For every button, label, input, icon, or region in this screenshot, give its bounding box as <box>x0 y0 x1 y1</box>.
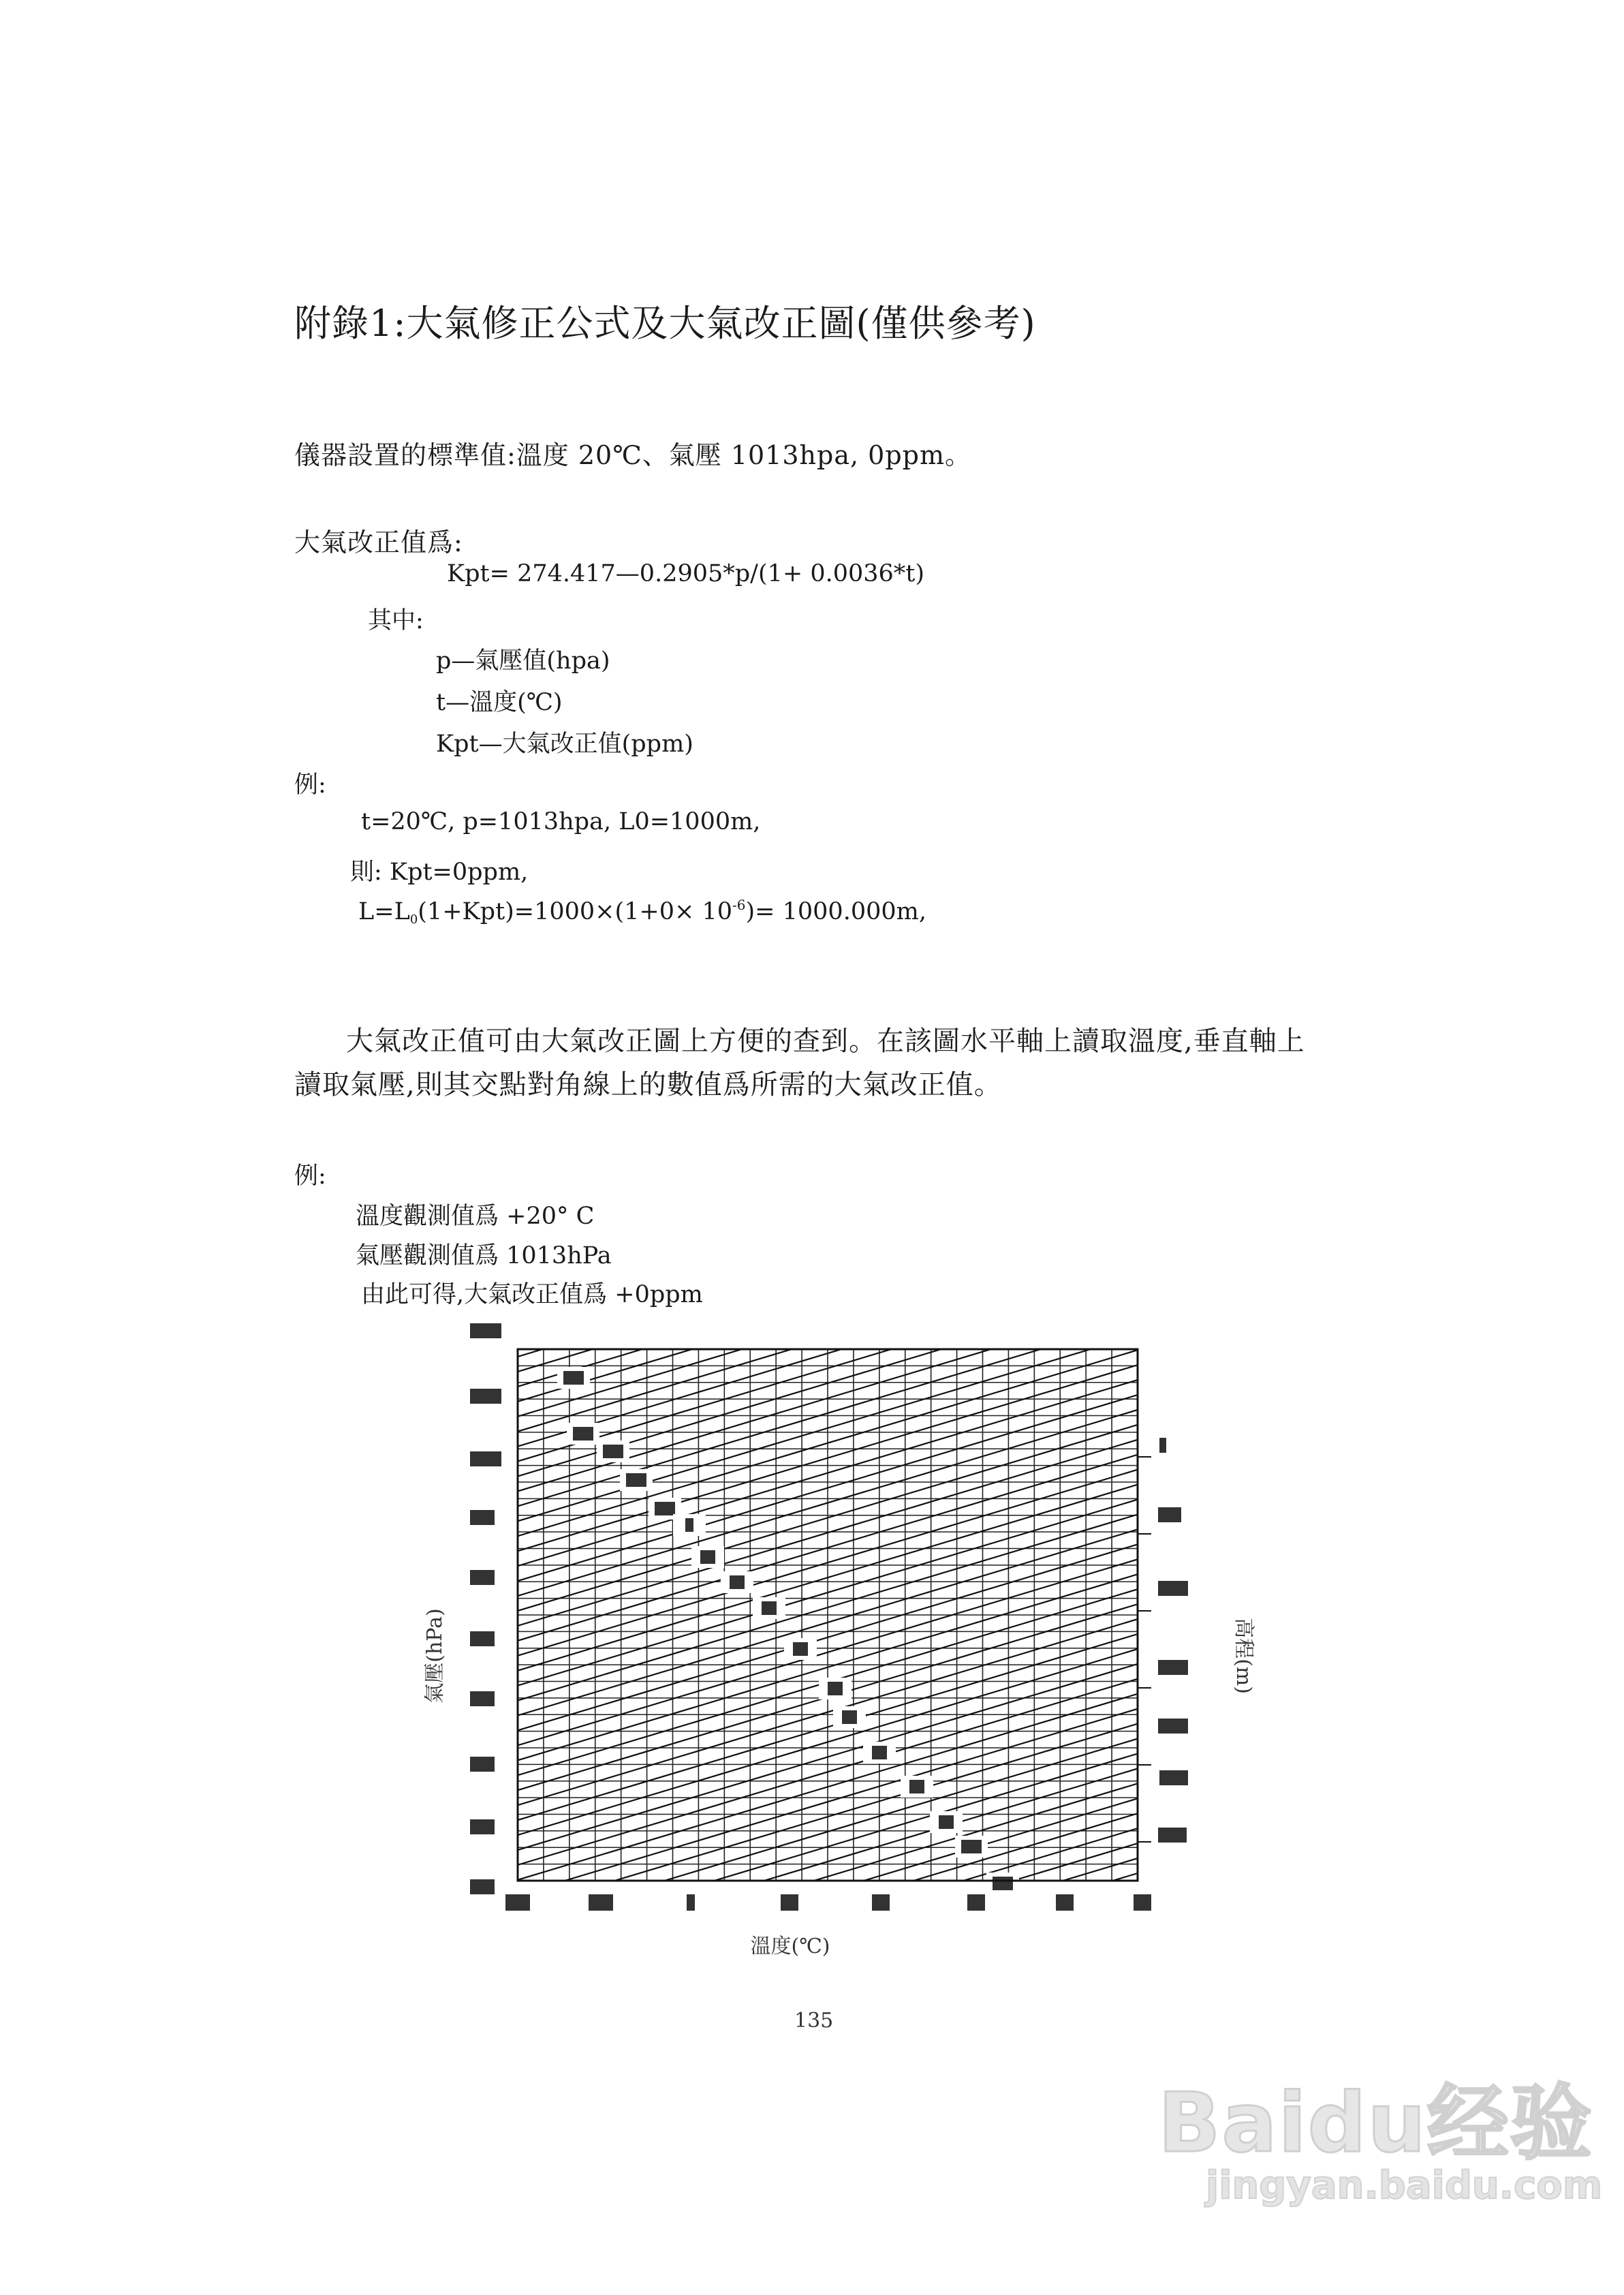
calc-rhs: )= 1000.000m, <box>745 898 926 925</box>
formula: Kpt= 274.417—0.2905*p/(1+ 0.0036*t) <box>447 560 925 587</box>
where-label: 其中: <box>368 607 424 634</box>
example2-line-temperature: 溫度觀測值爲 +20° C <box>356 1203 595 1230</box>
redacted-diagonal-label <box>872 1746 887 1759</box>
redacted-y-tick-label <box>470 1570 495 1585</box>
redacted-y2-tick-label <box>1158 1719 1188 1734</box>
calc-lhs: L=L <box>358 898 410 925</box>
redacted-y-tick-label <box>470 1323 501 1338</box>
redacted-y-tick-label <box>470 1691 495 1706</box>
baidu-watermark-url: jingyan.baidu.com <box>1206 2163 1603 2208</box>
y2-axis-label: 高程(m) <box>1232 1618 1255 1694</box>
redacted-y-tick-label <box>470 1451 501 1466</box>
redacted-diagonal-label <box>700 1550 715 1564</box>
x-axis-label: 溫度(℃) <box>750 1935 830 1958</box>
redacted-diagonal-label <box>828 1682 843 1695</box>
calc-mid: (1+Kpt)=1000×(1+0× 10 <box>418 898 733 925</box>
redacted-x-tick-label <box>1056 1894 1074 1911</box>
example2-label: 例: <box>294 1162 326 1190</box>
baidu-watermark-logo: Baidu经验 <box>1158 2076 1593 2171</box>
redacted-y2-tick-label <box>1158 1828 1187 1843</box>
redacted-diagonal-label <box>793 1642 808 1656</box>
redacted-diagonal-label <box>939 1815 954 1829</box>
redacted-diagonal-label <box>842 1710 857 1724</box>
redacted-y2-tick-label <box>1158 1581 1188 1596</box>
page-title: 附錄1:大氣修正公式及大氣改正圖(僅供參考) <box>294 302 1036 345</box>
redacted-y-tick-label <box>470 1879 495 1894</box>
correction-heading: 大氣改正值爲: <box>294 527 463 557</box>
redacted-y2-tick-label <box>1158 1660 1188 1675</box>
redacted-y-tick-label <box>470 1631 495 1646</box>
redacted-y2-tick-label <box>1159 1770 1188 1785</box>
redacted-diagonal-label <box>603 1445 623 1458</box>
redacted-y-tick-label <box>470 1389 501 1404</box>
definition-kpt: Kpt—大氣改正值(ppm) <box>436 730 693 758</box>
redacted-y-tick-label <box>470 1510 495 1525</box>
redacted-diagonal-label <box>626 1473 646 1487</box>
redacted-diagonal-label <box>909 1780 924 1793</box>
redacted-diagonal-label <box>730 1575 745 1589</box>
example2-line-pressure: 氣壓觀測值爲 1013hPa <box>356 1242 612 1269</box>
definition-temperature: t—溫度(℃) <box>436 689 563 716</box>
redacted-x-tick-label <box>872 1894 890 1911</box>
redacted-diagonal-label <box>685 1518 693 1532</box>
redacted-x-tick-label <box>967 1894 985 1911</box>
redacted-diagonal-label <box>573 1427 593 1441</box>
y-axis-label: 氣壓(hPa) <box>423 1608 447 1704</box>
example-label: 例: <box>294 771 326 799</box>
example-values: t=20℃, p=1013hpa, L0=1000m, <box>361 808 761 835</box>
redacted-x-tick-label <box>505 1894 530 1911</box>
redacted-x-tick-label <box>589 1894 613 1911</box>
example2-line-result: 由此可得,大氣改正值爲 +0ppm <box>361 1281 703 1308</box>
definition-pressure: p—氣壓值(hpa) <box>436 647 610 675</box>
redacted-y-tick-label <box>470 1819 495 1834</box>
calc-exp: -6 <box>732 897 746 913</box>
redacted-x-tick-label <box>1134 1894 1151 1911</box>
redacted-diagonal-label <box>563 1371 584 1385</box>
atmospheric-correction-chart <box>409 1322 1255 1976</box>
redacted-x-tick-label <box>687 1894 695 1911</box>
redacted-x-tick-label <box>781 1894 798 1911</box>
calc-sub: 0 <box>409 912 418 927</box>
chart-grid <box>518 1349 1138 1881</box>
page-number: 135 <box>794 2009 834 2033</box>
example-calculation <box>358 897 926 927</box>
redacted-diagonal-label <box>961 1840 982 1853</box>
example-result: 則: Kpt=0ppm, <box>350 859 529 886</box>
redacted-y-tick-label <box>470 1757 495 1772</box>
standard-values: 儀器設置的標準值:溫度 20℃、氣壓 1013hpa, 0ppm。 <box>294 440 972 470</box>
redacted-y2-tick-label <box>1159 1438 1166 1453</box>
explanation-paragraph: 大氣改正值可由大氣改正圖上方便的查到。在該圖水平軸上讀取溫度,垂直軸上讀取氣壓,則其交點對角線上的數值爲所需的大氣改正值。 <box>294 1026 1305 1100</box>
redacted-diagonal-label <box>655 1502 675 1515</box>
redacted-y2-tick-label <box>1158 1507 1181 1522</box>
redacted-diagonal-label <box>993 1877 1013 1890</box>
redacted-diagonal-label <box>762 1601 777 1615</box>
